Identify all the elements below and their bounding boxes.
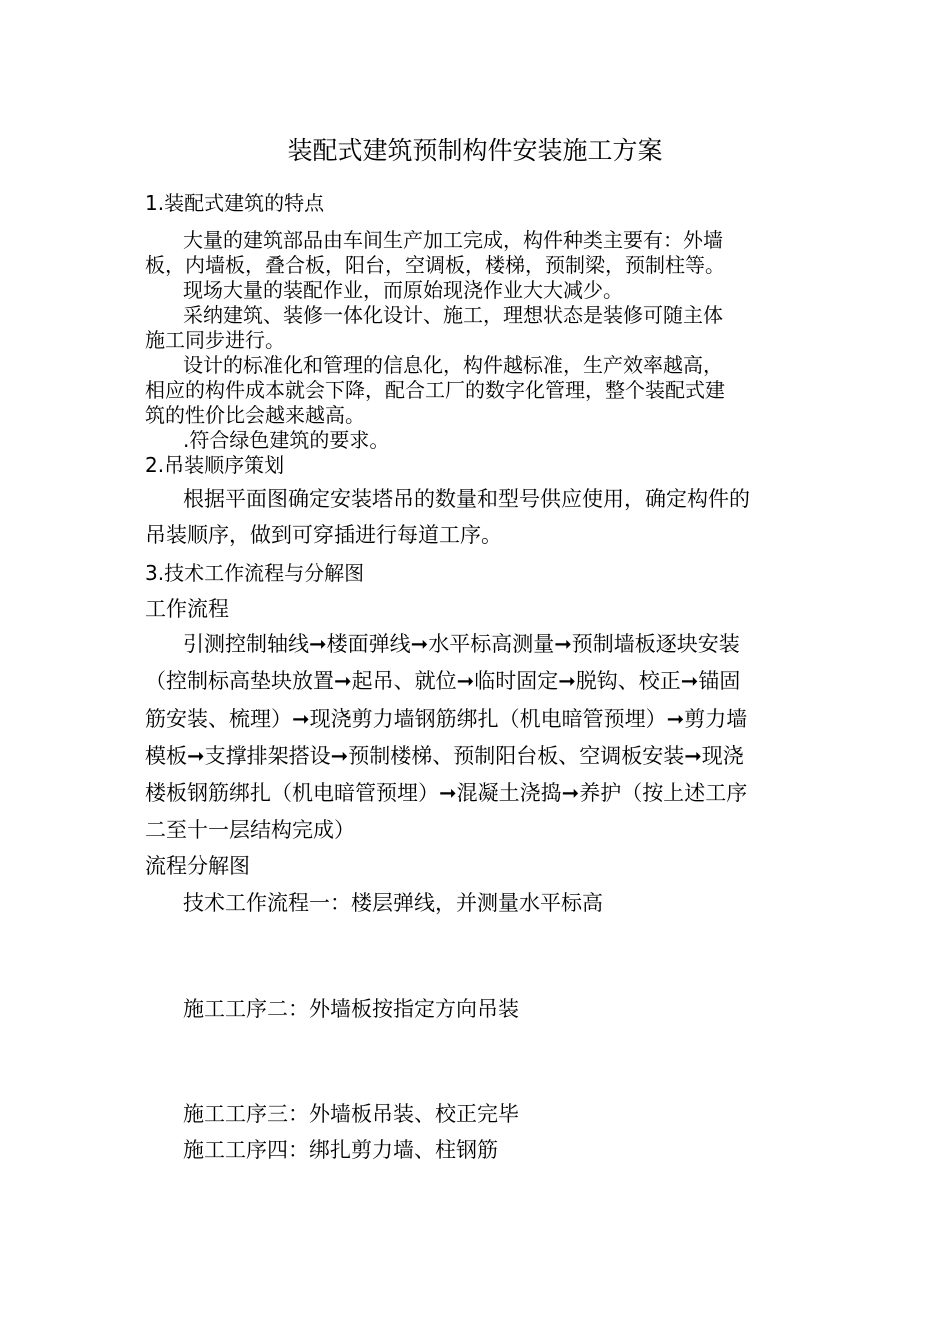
section-2-heading: 2.吊装顺序策划 xyxy=(145,453,285,477)
section-1-line: 大量的建筑部品由车间生产加工完成，构件种类主要有：外墙 xyxy=(183,228,723,252)
breakdown-label: 流程分解图 xyxy=(145,854,250,878)
section-1-line: .符合绿色建筑的要求。 xyxy=(183,428,390,452)
section-1-line: 板，内墙板，叠合板，阳台，空调板，楼梯，预制梁，预制柱等。 xyxy=(145,253,725,277)
section-2-line: 吊装顺序，做到可穿插进行每道工序。 xyxy=(145,523,502,547)
section-1-line: 现场大量的装配作业，而原始现浇作业大大减少。 xyxy=(183,278,623,302)
workflow-line: （控制标高垫块放置➞起吊、就位➞临时固定➞脱钩、校正➞锚固 xyxy=(145,669,741,693)
workflow-line: 楼板钢筋绑扎（机电暗管预埋）➞混凝土浇捣➞养护（按上述工序 xyxy=(145,781,748,805)
step-item: 施工工序三：外墙板吊装、校正完毕 xyxy=(183,1102,519,1126)
section-1-line: 相应的构件成本就会下降，配合工厂的数字化管理，整个装配式建 xyxy=(145,378,725,402)
section-3-heading: 3.技术工作流程与分解图 xyxy=(145,561,365,585)
section-1-line: 设计的标准化和管理的信息化，构件越标准，生产效率越高， xyxy=(183,353,723,377)
workflow-line: 引测控制轴线➞楼面弹线➞水平标高测量➞预制墙板逐块安装 xyxy=(183,632,740,656)
workflow-label: 工作流程 xyxy=(145,597,229,621)
step-item: 施工工序二：外墙板按指定方向吊装 xyxy=(183,997,519,1021)
section-1-line: 筑的性价比会越来越高。 xyxy=(145,403,365,427)
step-item: 施工工序四：绑扎剪力墙、柱钢筋 xyxy=(183,1138,498,1162)
workflow-line: 筋安装、梳理）➞现浇剪力墙钢筋绑扎（机电暗管预埋）➞剪力墙 xyxy=(145,707,748,731)
section-2-line: 根据平面图确定安装塔吊的数量和型号供应使用，确定构件的 xyxy=(183,487,750,511)
step-item: 技术工作流程一：楼层弹线，并测量水平标高 xyxy=(183,891,603,915)
workflow-line: 二至十一层结构完成） xyxy=(145,818,355,842)
workflow-line: 模板➞支撑排架搭设➞预制楼梯、预制阳台板、空调板安装➞现浇 xyxy=(145,744,744,768)
page-title: 装配式建筑预制构件安装施工方案 xyxy=(287,136,663,165)
section-1-heading: 1.装配式建筑的特点 xyxy=(145,191,325,215)
section-1-line: 采纳建筑、装修一体化设计、施工，理想状态是装修可随主体 xyxy=(183,303,723,327)
section-1-line: 施工同步进行。 xyxy=(145,328,285,352)
